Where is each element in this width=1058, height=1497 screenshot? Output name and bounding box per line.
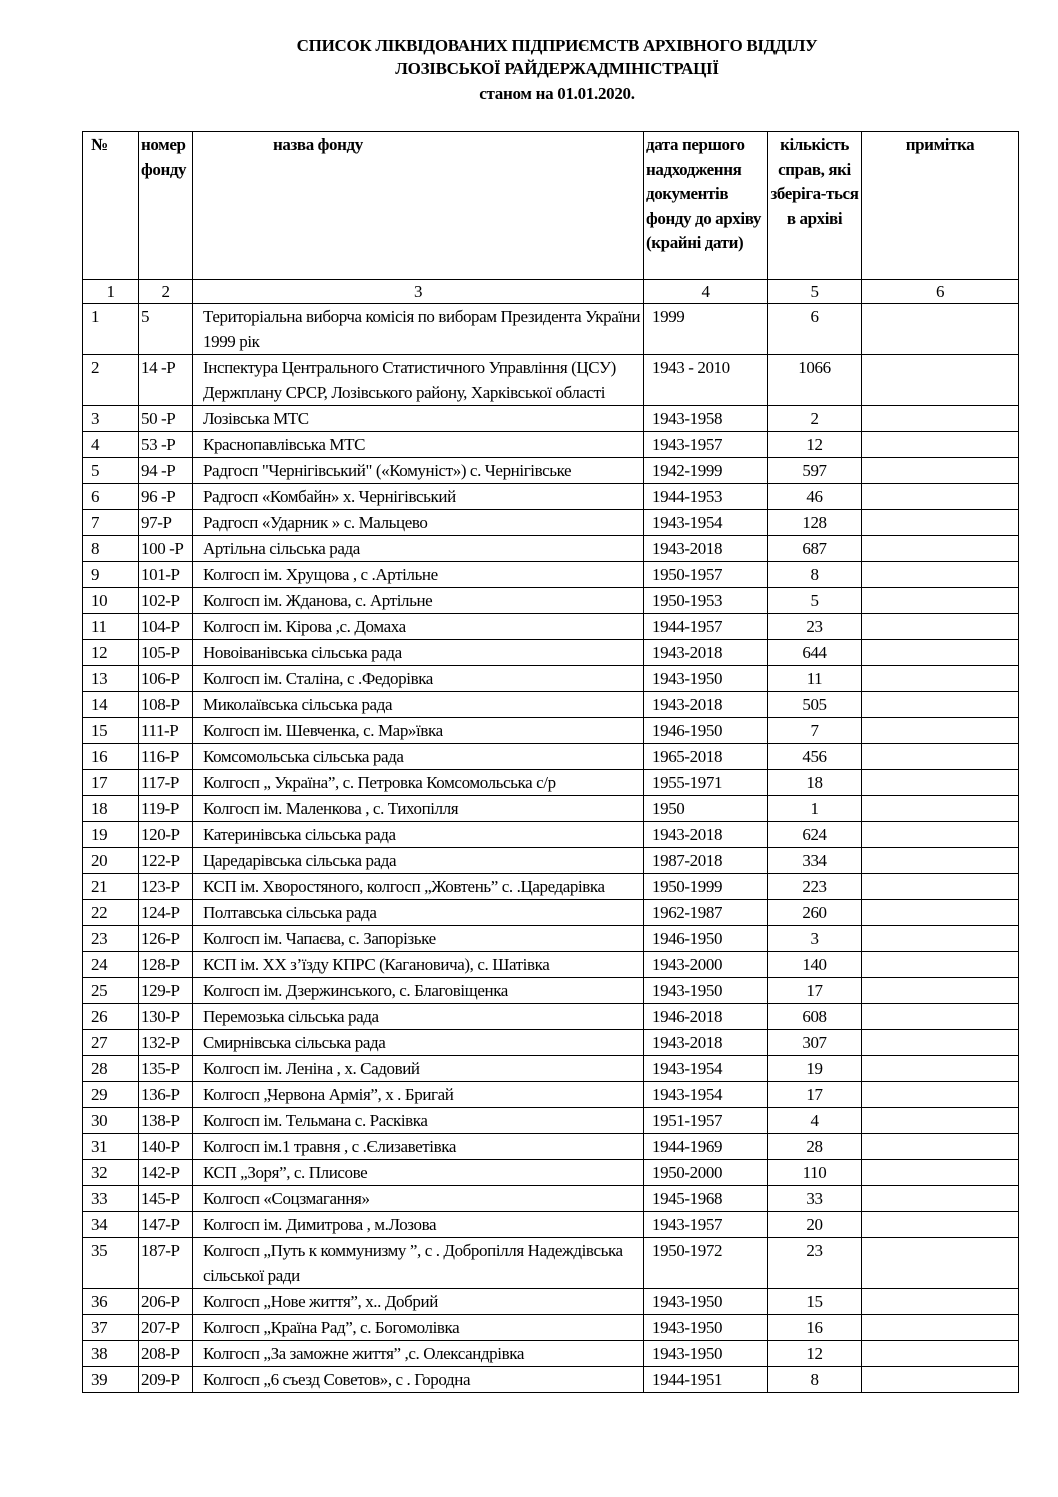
row-number: 33 (83, 1186, 139, 1212)
row-note (862, 1367, 1019, 1393)
row-number: 31 (83, 1134, 139, 1160)
row-fund-name: Колгосп ім. Маленкова , с. Тихопілля (193, 796, 644, 822)
row-fund-number: 207-Р (139, 1315, 193, 1341)
row-fund-number: 94 -Р (139, 458, 193, 484)
row-file-count: 4 (768, 1108, 862, 1134)
row-number: 25 (83, 978, 139, 1004)
row-note (862, 770, 1019, 796)
row-fund-number: 105-Р (139, 640, 193, 666)
row-dates: 1999 (644, 304, 768, 355)
row-fund-name: Катеринівська сільська рада (193, 822, 644, 848)
row-number: 36 (83, 1289, 139, 1315)
row-fund-number: 209-Р (139, 1367, 193, 1393)
table-body (83, 304, 1019, 1393)
row-file-count: 624 (768, 822, 862, 848)
row-file-count: 260 (768, 900, 862, 926)
row-file-count: 140 (768, 952, 862, 978)
table-row (83, 718, 1019, 744)
row-dates: 1950 (644, 796, 768, 822)
row-file-count: 12 (768, 1341, 862, 1367)
row-file-count: 17 (768, 978, 862, 1004)
row-fund-number: 208-Р (139, 1341, 193, 1367)
row-fund-number: 187-Р (139, 1238, 193, 1289)
row-dates: 1965-2018 (644, 744, 768, 770)
row-number: 21 (83, 874, 139, 900)
row-note (862, 406, 1019, 432)
row-number: 24 (83, 952, 139, 978)
table-row (83, 1238, 1019, 1289)
row-dates: 1943-1957 (644, 432, 768, 458)
row-dates: 1950-1953 (644, 588, 768, 614)
row-dates: 1945-1968 (644, 1186, 768, 1212)
row-dates: 1943-1950 (644, 978, 768, 1004)
row-fund-name: Колгосп „Путь к коммунизму ”, с . Добропілля Надеждівська сільської ради (193, 1238, 644, 1289)
row-note (862, 718, 1019, 744)
column-number: 2 (139, 280, 193, 304)
row-note (862, 822, 1019, 848)
table-row (83, 1289, 1019, 1315)
table-row (83, 1082, 1019, 1108)
row-number: 20 (83, 848, 139, 874)
table-row (83, 458, 1019, 484)
document-title-line-2: ЛОЗІВСЬКОЇ РАЙДЕРЖАДМІНІСТРАЦІЇ (395, 59, 719, 78)
row-note (862, 432, 1019, 458)
row-note (862, 1082, 1019, 1108)
row-fund-number: 100 -Р (139, 536, 193, 562)
row-number: 23 (83, 926, 139, 952)
row-note (862, 614, 1019, 640)
row-note (862, 458, 1019, 484)
table-row (83, 614, 1019, 640)
row-number: 29 (83, 1082, 139, 1108)
row-fund-name: Полтавська сільська рада (193, 900, 644, 926)
row-fund-number: 123-Р (139, 874, 193, 900)
row-note (862, 640, 1019, 666)
header-number: № (83, 132, 139, 280)
row-fund-name: Колгосп ім. Шевченка, с. Мар»ївка (193, 718, 644, 744)
row-dates: 1944-1953 (644, 484, 768, 510)
row-dates: 1944-1969 (644, 1134, 768, 1160)
row-fund-name: Колгосп ім. Жданова, с. Артільне (193, 588, 644, 614)
row-fund-number: 119-Р (139, 796, 193, 822)
table-row (83, 848, 1019, 874)
row-fund-name: Лозівська МТС (193, 406, 644, 432)
row-number: 19 (83, 822, 139, 848)
row-file-count: 307 (768, 1030, 862, 1056)
row-note (862, 1186, 1019, 1212)
row-file-count: 46 (768, 484, 862, 510)
row-dates: 1946-1950 (644, 718, 768, 744)
liquidated-enterprises-table (82, 131, 1019, 1393)
row-file-count: 18 (768, 770, 862, 796)
row-number: 39 (83, 1367, 139, 1393)
row-dates: 1946-2018 (644, 1004, 768, 1030)
row-dates: 1943-1954 (644, 1056, 768, 1082)
table-row (83, 1367, 1019, 1393)
row-fund-number: 97-Р (139, 510, 193, 536)
row-fund-number: 120-Р (139, 822, 193, 848)
table-row (83, 874, 1019, 900)
row-fund-name: Колгосп «Соцзмагання» (193, 1186, 644, 1212)
row-fund-name: Смирнівська сільська рада (193, 1030, 644, 1056)
row-file-count: 20 (768, 1212, 862, 1238)
row-fund-name: Колгосп ім. Кірова ,с. Домаха (193, 614, 644, 640)
row-note (862, 1341, 1019, 1367)
row-fund-name: Артільна сільська рада (193, 536, 644, 562)
row-fund-number: 53 -Р (139, 432, 193, 458)
row-fund-number: 142-Р (139, 1160, 193, 1186)
table-row (83, 1134, 1019, 1160)
row-fund-number: 102-Р (139, 588, 193, 614)
row-number: 8 (83, 536, 139, 562)
row-note (862, 1134, 1019, 1160)
table-row (83, 900, 1019, 926)
row-file-count: 1 (768, 796, 862, 822)
row-number: 10 (83, 588, 139, 614)
row-dates: 1943-2018 (644, 536, 768, 562)
row-fund-number: 116-Р (139, 744, 193, 770)
row-fund-number: 96 -Р (139, 484, 193, 510)
row-note (862, 926, 1019, 952)
row-note (862, 588, 1019, 614)
row-fund-number: 130-Р (139, 1004, 193, 1030)
row-fund-name: Колгосп ім. Сталіна, с .Федорівка (193, 666, 644, 692)
row-note (862, 900, 1019, 926)
table-row (83, 1212, 1019, 1238)
row-dates: 1943-1958 (644, 406, 768, 432)
row-fund-name: Радгосп "Чернігівський" («Комуніст») с. Чернігівське (193, 458, 644, 484)
table-row (83, 1315, 1019, 1341)
row-fund-name: Колгосп „За заможне життя” ,с. Олександрівка (193, 1341, 644, 1367)
row-number: 14 (83, 692, 139, 718)
row-note (862, 536, 1019, 562)
row-note (862, 978, 1019, 1004)
row-note (862, 510, 1019, 536)
row-fund-number: 145-Р (139, 1186, 193, 1212)
row-fund-number: 126-Р (139, 926, 193, 952)
row-fund-number: 101-Р (139, 562, 193, 588)
table-row (83, 1341, 1019, 1367)
row-number: 27 (83, 1030, 139, 1056)
row-file-count: 110 (768, 1160, 862, 1186)
row-fund-name: Царедарівська сільська рада (193, 848, 644, 874)
table-row (83, 640, 1019, 666)
table-row (83, 1004, 1019, 1030)
row-note (862, 692, 1019, 718)
row-dates: 1943-2018 (644, 822, 768, 848)
table-row (83, 484, 1019, 510)
row-fund-name: КСП „Зоря”, с. Плисове (193, 1160, 644, 1186)
row-fund-name: Новоіванівська сільська рада (193, 640, 644, 666)
row-fund-number: 128-Р (139, 952, 193, 978)
row-fund-number: 147-Р (139, 1212, 193, 1238)
table-row (83, 978, 1019, 1004)
row-file-count: 28 (768, 1134, 862, 1160)
row-number: 32 (83, 1160, 139, 1186)
table-row (83, 588, 1019, 614)
row-number: 28 (83, 1056, 139, 1082)
table-row (83, 1160, 1019, 1186)
row-fund-name: Миколаївська сільська рада (193, 692, 644, 718)
row-fund-number: 14 -Р (139, 355, 193, 406)
row-dates: 1950-1999 (644, 874, 768, 900)
row-dates: 1943-1950 (644, 666, 768, 692)
table-row (83, 822, 1019, 848)
table-row (83, 406, 1019, 432)
row-dates: 1943-2000 (644, 952, 768, 978)
row-dates: 1946-1950 (644, 926, 768, 952)
row-dates: 1944-1951 (644, 1367, 768, 1393)
table-row (83, 1056, 1019, 1082)
row-note (862, 355, 1019, 406)
row-fund-name: Колгосп ім.1 травня , с .Єлизаветівка (193, 1134, 644, 1160)
row-dates: 1951-1957 (644, 1108, 768, 1134)
row-note (862, 484, 1019, 510)
row-file-count: 2 (768, 406, 862, 432)
column-number: 4 (644, 280, 768, 304)
row-fund-name: КСП ім. ХХ з’їзду КПРС (Кагановича), с. Шатівка (193, 952, 644, 978)
header-fund-number: номер фонду (139, 132, 193, 280)
row-number: 22 (83, 900, 139, 926)
row-fund-number: 5 (139, 304, 193, 355)
row-number: 15 (83, 718, 139, 744)
row-fund-name: Колгосп „Країна Рад”, с. Богомолівка (193, 1315, 644, 1341)
row-note (862, 1160, 1019, 1186)
row-dates: 1987-2018 (644, 848, 768, 874)
row-dates: 1943-1950 (644, 1315, 768, 1341)
row-number: 34 (83, 1212, 139, 1238)
row-note (862, 1315, 1019, 1341)
row-dates: 1943-1950 (644, 1289, 768, 1315)
row-note (862, 562, 1019, 588)
row-file-count: 608 (768, 1004, 862, 1030)
table-row (83, 562, 1019, 588)
row-fund-name: Радгосп «Комбайн» х. Чернігівський (193, 484, 644, 510)
table-row (83, 952, 1019, 978)
row-dates: 1962-1987 (644, 900, 768, 926)
row-dates: 1943-2018 (644, 1030, 768, 1056)
header-note: примітка (862, 132, 1019, 280)
row-fund-name: Колгосп ім. Хрущова , с .Артільне (193, 562, 644, 588)
row-number: 35 (83, 1238, 139, 1289)
row-file-count: 5 (768, 588, 862, 614)
row-file-count: 23 (768, 1238, 862, 1289)
row-file-count: 33 (768, 1186, 862, 1212)
row-number: 9 (83, 562, 139, 588)
table-row (83, 1108, 1019, 1134)
row-fund-name: КСП ім. Хворостяного, колгосп „Жовтень” с. .Царедарівка (193, 874, 644, 900)
row-fund-name: Краснопавлівська МТС (193, 432, 644, 458)
header-dates: дата першого надходження документів фонду до архіву (крайні дати) (644, 132, 768, 280)
row-number: 18 (83, 796, 139, 822)
column-number: 5 (768, 280, 862, 304)
row-number: 26 (83, 1004, 139, 1030)
row-number: 13 (83, 666, 139, 692)
row-file-count: 23 (768, 614, 862, 640)
row-dates: 1955-1971 (644, 770, 768, 796)
row-number: 2 (83, 355, 139, 406)
row-number: 38 (83, 1341, 139, 1367)
row-fund-name: Колгосп „Нове життя”, х.. Добрий (193, 1289, 644, 1315)
table-row (83, 355, 1019, 406)
row-fund-name: Інспектура Центрального Статистичного Управління (ЦСУ) Держплану СРСР, Лозівського району, Харківської області (193, 355, 644, 406)
row-fund-name: Колгосп ім. Леніна , х. Садовий (193, 1056, 644, 1082)
column-numbers-row (83, 280, 1019, 304)
row-note (862, 874, 1019, 900)
table-row (83, 1030, 1019, 1056)
row-dates: 1943-2018 (644, 692, 768, 718)
header-count: кількість справ, які зберіга-ться в архіві (768, 132, 862, 280)
row-dates: 1950-1957 (644, 562, 768, 588)
row-file-count: 223 (768, 874, 862, 900)
row-note (862, 744, 1019, 770)
row-fund-name: Комсомольська сільська рада (193, 744, 644, 770)
row-file-count: 505 (768, 692, 862, 718)
row-number: 17 (83, 770, 139, 796)
row-fund-number: 50 -Р (139, 406, 193, 432)
row-number: 11 (83, 614, 139, 640)
row-fund-number: 140-Р (139, 1134, 193, 1160)
table-row (83, 744, 1019, 770)
row-file-count: 15 (768, 1289, 862, 1315)
row-file-count: 17 (768, 1082, 862, 1108)
row-fund-number: 104-Р (139, 614, 193, 640)
row-fund-number: 108-Р (139, 692, 193, 718)
row-file-count: 3 (768, 926, 862, 952)
header-fund-name: назва фонду (193, 132, 644, 280)
row-note (862, 666, 1019, 692)
row-note (862, 1108, 1019, 1134)
row-file-count: 16 (768, 1315, 862, 1341)
row-note (862, 1238, 1019, 1289)
document-title-line-1: СПИСОК ЛІКВІДОВАНИХ ПІДПРИЄМСТВ АРХІВНОГО ВІДДІЛУ (296, 36, 818, 55)
row-file-count: 7 (768, 718, 862, 744)
row-fund-name: Колгосп „Червона Армія”, х . Бригай (193, 1082, 644, 1108)
row-file-count: 8 (768, 1367, 862, 1393)
row-dates: 1943-1957 (644, 1212, 768, 1238)
document-date-line: станом на 01.01.2020. (479, 84, 635, 103)
column-number: 6 (862, 280, 1019, 304)
row-file-count: 687 (768, 536, 862, 562)
row-dates: 1944-1957 (644, 614, 768, 640)
row-file-count: 334 (768, 848, 862, 874)
row-number: 16 (83, 744, 139, 770)
row-fund-number: 124-Р (139, 900, 193, 926)
row-number: 1 (83, 304, 139, 355)
row-note (862, 848, 1019, 874)
row-fund-number: 111-Р (139, 718, 193, 744)
row-file-count: 11 (768, 666, 862, 692)
row-number: 6 (83, 484, 139, 510)
row-fund-name: Колгосп „6 съезд Советов», с . Городна (193, 1367, 644, 1393)
row-fund-number: 136-Р (139, 1082, 193, 1108)
row-number: 30 (83, 1108, 139, 1134)
row-fund-number: 122-Р (139, 848, 193, 874)
row-fund-name: Колгосп ім. Чапаєва, с. Запорізьке (193, 926, 644, 952)
row-file-count: 597 (768, 458, 862, 484)
table-row (83, 666, 1019, 692)
table-header-row (83, 132, 1019, 280)
row-file-count: 8 (768, 562, 862, 588)
row-fund-name: Колгосп ім. Дзержинського, с. Благовіщенка (193, 978, 644, 1004)
table-row (83, 692, 1019, 718)
row-dates: 1943 - 2010 (644, 355, 768, 406)
row-fund-number: 138-Р (139, 1108, 193, 1134)
row-number: 5 (83, 458, 139, 484)
table-row (83, 510, 1019, 536)
row-note (862, 952, 1019, 978)
row-dates: 1943-1954 (644, 510, 768, 536)
table-row (83, 770, 1019, 796)
table-row (83, 1186, 1019, 1212)
row-dates: 1943-2018 (644, 640, 768, 666)
row-number: 3 (83, 406, 139, 432)
row-note (862, 1212, 1019, 1238)
row-file-count: 1066 (768, 355, 862, 406)
row-fund-number: 206-Р (139, 1289, 193, 1315)
row-dates: 1950-1972 (644, 1238, 768, 1289)
row-fund-number: 135-Р (139, 1056, 193, 1082)
table-row (83, 304, 1019, 355)
row-fund-number: 129-Р (139, 978, 193, 1004)
column-number: 3 (193, 280, 644, 304)
row-file-count: 456 (768, 744, 862, 770)
row-dates: 1950-2000 (644, 1160, 768, 1186)
row-dates: 1943-1950 (644, 1341, 768, 1367)
row-fund-name: Радгосп «Ударник » с. Мальцево (193, 510, 644, 536)
table-row (83, 432, 1019, 458)
row-dates: 1943-1954 (644, 1082, 768, 1108)
table-row (83, 536, 1019, 562)
row-number: 37 (83, 1315, 139, 1341)
row-fund-number: 117-Р (139, 770, 193, 796)
table-row (83, 926, 1019, 952)
row-dates: 1942-1999 (644, 458, 768, 484)
row-fund-name: Колгосп „ Україна”, с. Петровка Комсомольська с/р (193, 770, 644, 796)
row-number: 7 (83, 510, 139, 536)
row-fund-name: Перемозька сільська рада (193, 1004, 644, 1030)
row-fund-name: Територіальна виборча комісія по виборам Президента України 1999 рік (193, 304, 644, 355)
column-number: 1 (83, 280, 139, 304)
row-note (862, 1056, 1019, 1082)
row-note (862, 304, 1019, 355)
row-fund-name: Колгосп ім. Тельмана с. Расківка (193, 1108, 644, 1134)
row-note (862, 1004, 1019, 1030)
row-file-count: 12 (768, 432, 862, 458)
row-note (862, 796, 1019, 822)
row-file-count: 19 (768, 1056, 862, 1082)
row-note (862, 1030, 1019, 1056)
row-fund-number: 132-Р (139, 1030, 193, 1056)
table-row (83, 796, 1019, 822)
row-file-count: 644 (768, 640, 862, 666)
row-file-count: 128 (768, 510, 862, 536)
row-file-count: 6 (768, 304, 862, 355)
row-number: 12 (83, 640, 139, 666)
row-number: 4 (83, 432, 139, 458)
row-fund-number: 106-Р (139, 666, 193, 692)
row-fund-name: Колгосп ім. Димитрова , м.Лозова (193, 1212, 644, 1238)
row-note (862, 1289, 1019, 1315)
